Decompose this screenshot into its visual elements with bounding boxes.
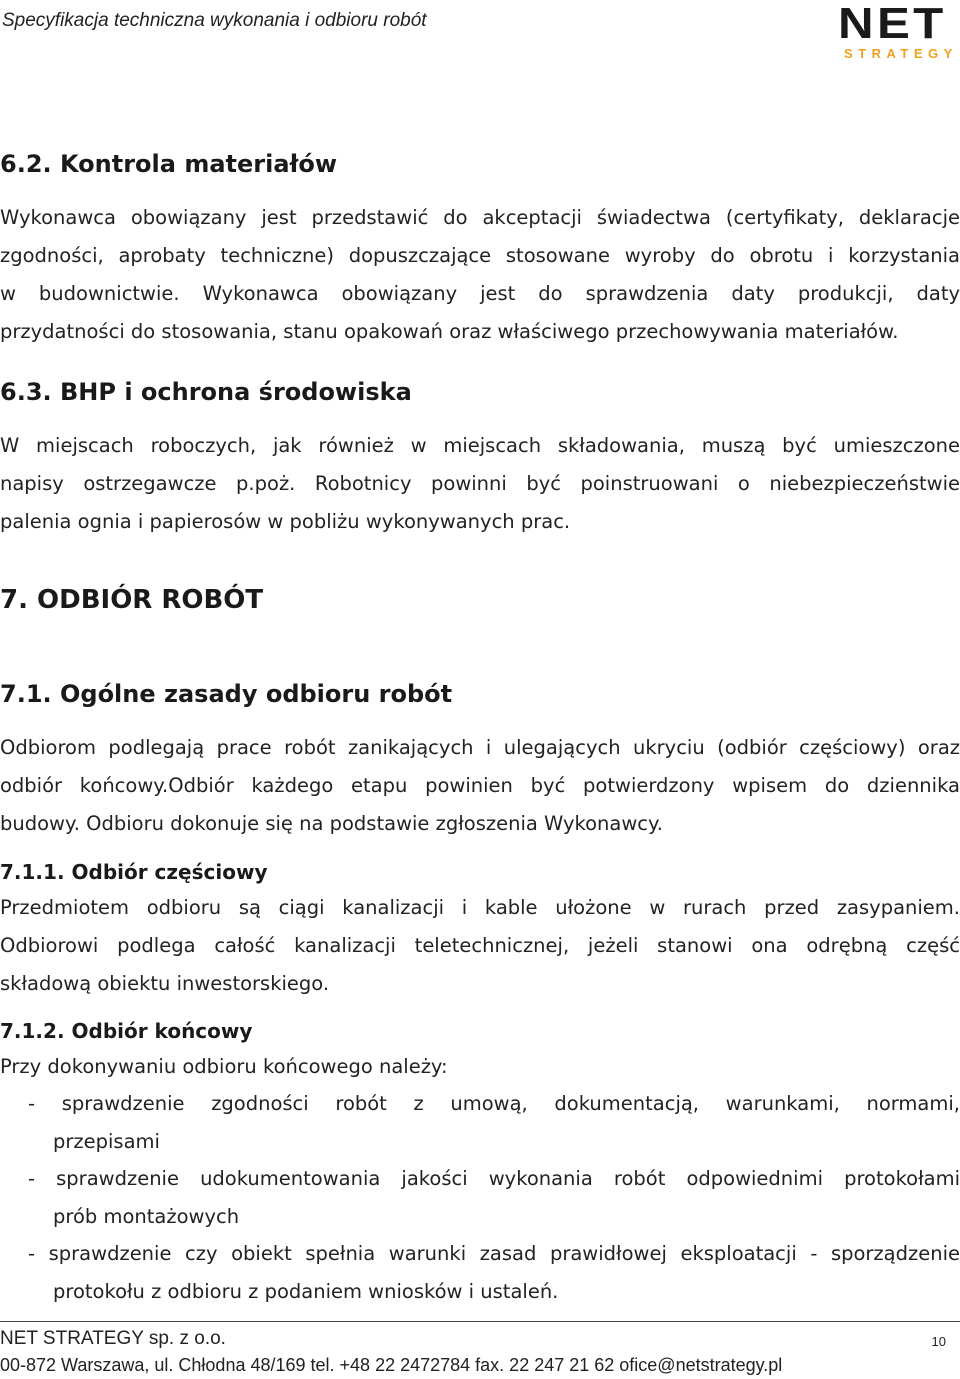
heading-7: 7. ODBIÓR ROBÓT [0,585,264,615]
document-title: Specyfikacja techniczna wykonania i odbioru robót [2,10,427,31]
footer-company: NET STRATEGY sp. z o.o. [0,1328,226,1349]
heading-6-3: 6.3. BHP i ochrona środowiska [0,378,412,406]
footer-divider [0,1321,960,1322]
heading-6-2: 6.2. Kontrola materiałów [0,150,338,178]
text-line: Przedmiotem odbioru są ciągi kanalizacji i kable ułożone w rurach przed zasypaniem. [0,896,960,919]
list-item-line: - sprawdzenie czy obiekt spełnia warunki zasad prawidłowej eksploatacji - sporządzenie [28,1242,960,1265]
text-line: w budownictwie. Wykonawca obowiązany jest do sprawdzenia daty produkcji, daty [0,282,960,305]
list-item-line: protokołu z odbioru z podaniem wniosków i ustaleń. [53,1280,559,1303]
text-line: składową obiektu inwestorskiego. [0,972,330,995]
logo-strategy-text: STRATEGY [844,46,958,61]
list-item-line: - sprawdzenie udokumentowania jakości wykonania robót odpowiednimi protokołami [28,1167,960,1190]
text-line: napisy ostrzegawcze p.poż. Robotnicy powinni być poinstruowani o niebezpieczeństwie [0,472,960,495]
paragraph-6-3 [0,427,960,541]
heading-7-1-1: 7.1.1. Odbiór częściowy [0,860,268,884]
list-item-line: prób montażowych [53,1205,240,1228]
logo-net-text: NET [838,0,947,48]
text-line: budowy. Odbioru dokonuje się na podstawie zgłoszenia Wykonawcy. [0,812,663,835]
text-line: Odbiorom podlegają prace robót zanikających i ulegających ukryciu (odbiór częściowy) oraz [0,736,960,759]
company-logo [838,0,960,64]
text-line: W miejscach roboczych, jak również w miejscach składowania, muszą być umieszczone [0,434,960,457]
list-item-line: przepisami [53,1130,160,1153]
text-line: przydatności do stosowania, stanu opakowań oraz właściwego przechowywania materiałów. [0,320,899,343]
footer-address: 00-872 Warszawa, ul. Chłodna 48/169 tel. +48 22 2472784 fax. 22 247 21 62 ofice@netstrategy.pl [0,1355,783,1375]
list-item [28,1235,960,1311]
heading-7-1-2: 7.1.2. Odbiór końcowy [0,1019,253,1043]
list-item [28,1160,960,1236]
heading-7-1: 7.1. Ogólne zasady odbioru robót [0,680,453,708]
text-line: palenia ognia i papierosów w pobliżu wykonywanych prac. [0,510,571,533]
paragraph-7-1-2-intro [0,1048,960,1086]
paragraph-7-1-1 [0,889,960,1003]
text-line: Wykonawca obowiązany jest przedstawić do akceptacji świadectwa (certyfikaty, deklaracje [0,206,960,229]
text-line: zgodności, aprobaty techniczne) dopuszczające stosowane wyroby do obrotu i korzystania [0,244,960,267]
text-line: Przy dokonywaniu odbioru końcowego należy: [0,1055,448,1078]
paragraph-7-1 [0,729,960,843]
page-number: 10 [931,1334,946,1349]
list-item [28,1085,960,1161]
paragraph-6-2 [0,199,960,351]
text-line: Odbiorowi podlega całość kanalizacji teletechnicznej, jeżeli stanowi ona odrębną część [0,934,960,957]
list-item-line: - sprawdzenie zgodności robót z umową, dokumentacją, warunkami, normami, [28,1092,960,1115]
text-line: odbiór końcowy.Odbiór każdego etapu powinien być potwierdzony wpisem do dziennika [0,774,960,797]
